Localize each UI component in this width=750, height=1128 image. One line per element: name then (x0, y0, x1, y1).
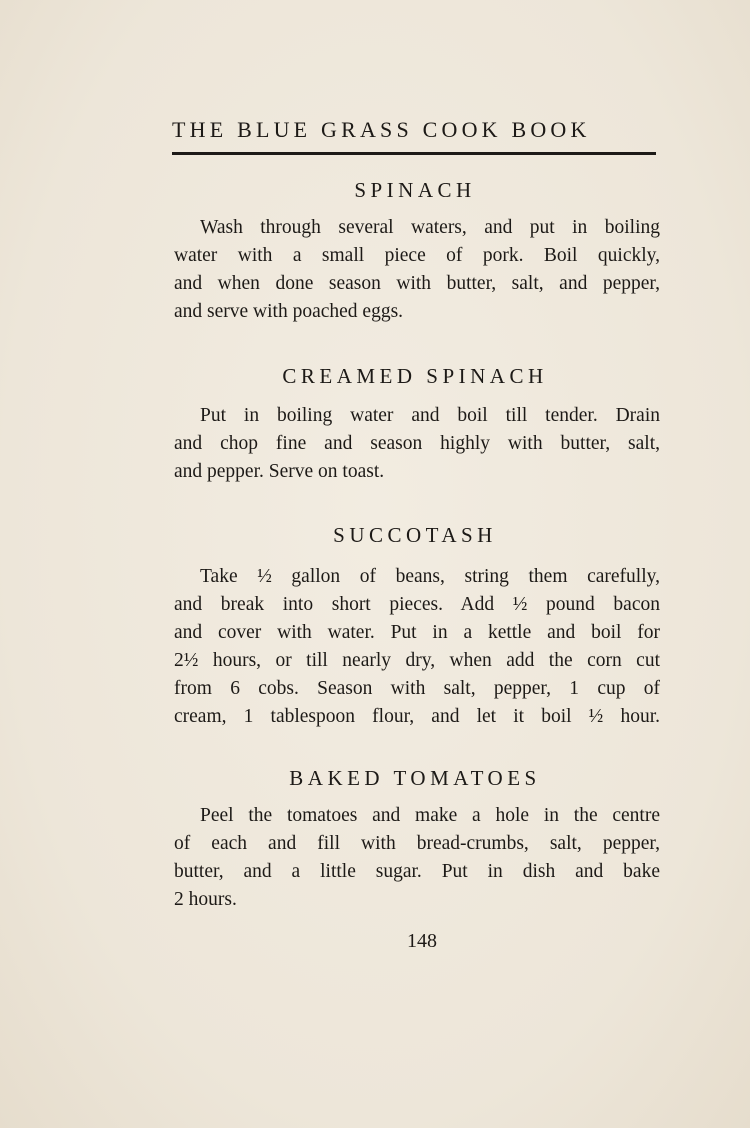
running-header: THE BLUE GRASS COOK BOOK (172, 117, 591, 142)
recipe-text-succotash (174, 563, 660, 731)
recipe-heading-succotash: SUCCOTASH (333, 523, 497, 547)
text-line: 2 hours. (174, 889, 237, 910)
text-line: and when done season with butter, salt, and pepper, (174, 273, 660, 294)
text-line: of each and fill with bread-crumbs, salt, pepper, (174, 833, 660, 854)
recipe-text-creamed-spinach (174, 402, 660, 486)
text-line: Peel the tomatoes and make a hole in the centre (200, 805, 660, 826)
text-line: butter, and a little sugar. Put in dish and bake (174, 861, 660, 882)
recipe-heading-baked-tomatoes: BAKED TOMATOES (289, 766, 541, 790)
text-line: Take ½ gallon of beans, string them carefully, (200, 566, 660, 587)
recipe-heading-spinach: SPINACH (354, 178, 476, 202)
text-line: from 6 cobs. Season with salt, pepper, 1 cup of (174, 678, 660, 699)
text-line: and cover with water. Put in a kettle and boil for (174, 622, 660, 643)
recipe-heading-creamed-spinach: CREAMED SPINACH (282, 364, 548, 388)
text-line: water with a small piece of pork. Boil quickly, (174, 245, 660, 266)
text-line: and serve with poached eggs. (174, 301, 404, 322)
header-rule (172, 152, 656, 155)
text-line: Wash through several waters, and put in boiling (200, 217, 660, 238)
text-line: and pepper. Serve on toast. (174, 461, 385, 482)
recipe-text-baked-tomatoes (174, 802, 660, 914)
text-line: and chop fine and season highly with butter, salt, (174, 433, 660, 454)
text-line: cream, 1 tablespoon flour, and let it boil ½ hour. (174, 706, 660, 727)
text-line: Put in boiling water and boil till tender. Drain (200, 405, 660, 426)
text-line: 2½ hours, or till nearly dry, when add the corn cut (174, 650, 660, 671)
page-number: 148 (407, 930, 437, 952)
text-line: and break into short pieces. Add ½ pound bacon (174, 594, 660, 615)
recipe-text-spinach (174, 214, 660, 326)
